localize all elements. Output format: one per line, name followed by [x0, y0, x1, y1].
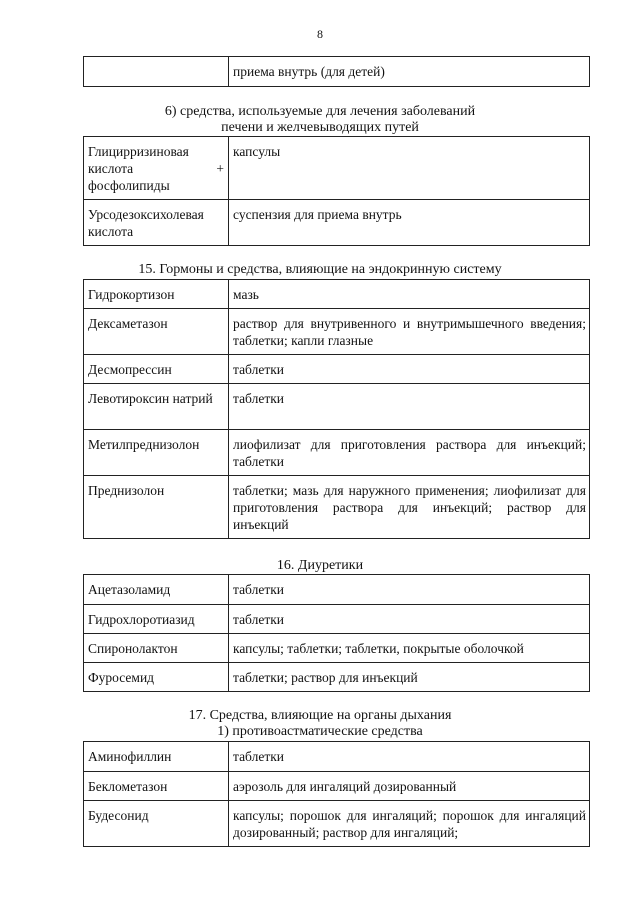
table-row	[84, 430, 590, 476]
drug-form-cell: суспензия для приема внутрь	[229, 200, 590, 246]
drug-form-cell: аэрозоль для ингаляций дозированный	[229, 772, 590, 801]
drug-name-cell	[84, 57, 229, 87]
table-row	[84, 772, 590, 801]
drug-form-cell: таблетки; мазь для наружного применения; лиофилизат для приготовления раствора для инъекций; раствор для инъекций	[229, 476, 590, 539]
drug-name-cell: Преднизолон	[84, 476, 229, 539]
drug-table-respiratory	[83, 741, 590, 847]
table-row	[84, 309, 590, 355]
drug-form-cell: таблетки	[229, 605, 590, 634]
table-row	[84, 476, 590, 539]
drug-name-cell: Гидрокортизон	[84, 280, 229, 309]
table-row	[84, 634, 590, 663]
drug-name-part: Глицирризиновая	[88, 144, 189, 159]
table-row	[84, 355, 590, 384]
drug-name-cell: Урсодезоксихолевая кислота	[84, 200, 229, 246]
table-row	[84, 137, 590, 200]
table-row	[84, 742, 590, 772]
drug-form-cell: таблетки; раствор для инъекций	[229, 663, 590, 692]
drug-name-part: фосфолипиды	[88, 178, 170, 193]
drug-name-cell: Десмопрессин	[84, 355, 229, 384]
drug-name-cell: Дексаметазон	[84, 309, 229, 355]
drug-table-liver	[83, 136, 590, 246]
section-title-diuretics: 16. Диуретики	[276, 558, 364, 573]
table-row	[84, 605, 590, 634]
drug-name-cell: Фуросемид	[84, 663, 229, 692]
drug-form-cell: таблетки	[229, 742, 590, 772]
table-row	[84, 575, 590, 605]
drug-name-cell: Левотироксин натрий	[84, 384, 229, 430]
drug-form-cell: лиофилизат для приготовления раствора для инъекций; таблетки	[229, 430, 590, 476]
drug-table-hormones	[83, 279, 590, 539]
table-row	[84, 801, 590, 847]
drug-form-cell: капсулы; таблетки; таблетки, покрытые оболочкой	[229, 634, 590, 663]
section-title-line: печени и желчевыводящих путей	[221, 120, 419, 135]
drug-name-cell: Ацетазоламид	[84, 575, 229, 605]
table-row	[84, 200, 590, 246]
drug-name-cell: Беклометазон	[84, 772, 229, 801]
table-row	[84, 57, 590, 87]
section-title-line: 6) средства, используемые для лечения заболеваний	[164, 104, 476, 119]
drug-table-continuation	[83, 56, 590, 87]
plus-sign: +	[216, 161, 224, 176]
section-title-liver	[0, 104, 640, 136]
drug-form-cell: мазь	[229, 280, 590, 309]
drug-form-cell: таблетки	[229, 384, 590, 430]
drug-form-cell: приема внутрь (для детей)	[229, 57, 590, 87]
drug-name-cell	[84, 137, 229, 200]
drug-name-cell: Будесонид	[84, 801, 229, 847]
drug-form-cell: капсулы	[229, 137, 590, 200]
section-title-respiratory	[0, 708, 640, 740]
section-title-line: 17. Средства, влияющие на органы дыхания	[188, 708, 452, 723]
table-row	[84, 280, 590, 309]
drug-name-cell: Метилпреднизолон	[84, 430, 229, 476]
drug-form-cell: таблетки	[229, 355, 590, 384]
table-row	[84, 384, 590, 430]
section-title-hormones: 15. Гормоны и средства, влияющие на эндокринную систему	[138, 262, 502, 277]
drug-form-cell: раствор для внутривенного и внутримышечного введения; таблетки; капли глазные	[229, 309, 590, 355]
drug-name-cell: Гидрохлоротиазид	[84, 605, 229, 634]
section-title-line: 1) противоастматические средства	[217, 724, 423, 739]
drug-form-cell: капсулы; порошок для ингаляций; порошок для ингаляций дозированный; раствор для ингаляций;	[229, 801, 590, 847]
drug-name-cell: Спиронолактон	[84, 634, 229, 663]
drug-table-diuretics	[83, 574, 590, 692]
drug-name-part: кислота	[88, 161, 134, 176]
drug-name-cell: Аминофиллин	[84, 742, 229, 772]
drug-form-cell: таблетки	[229, 575, 590, 605]
page-number: 8	[317, 27, 323, 41]
table-row	[84, 663, 590, 692]
